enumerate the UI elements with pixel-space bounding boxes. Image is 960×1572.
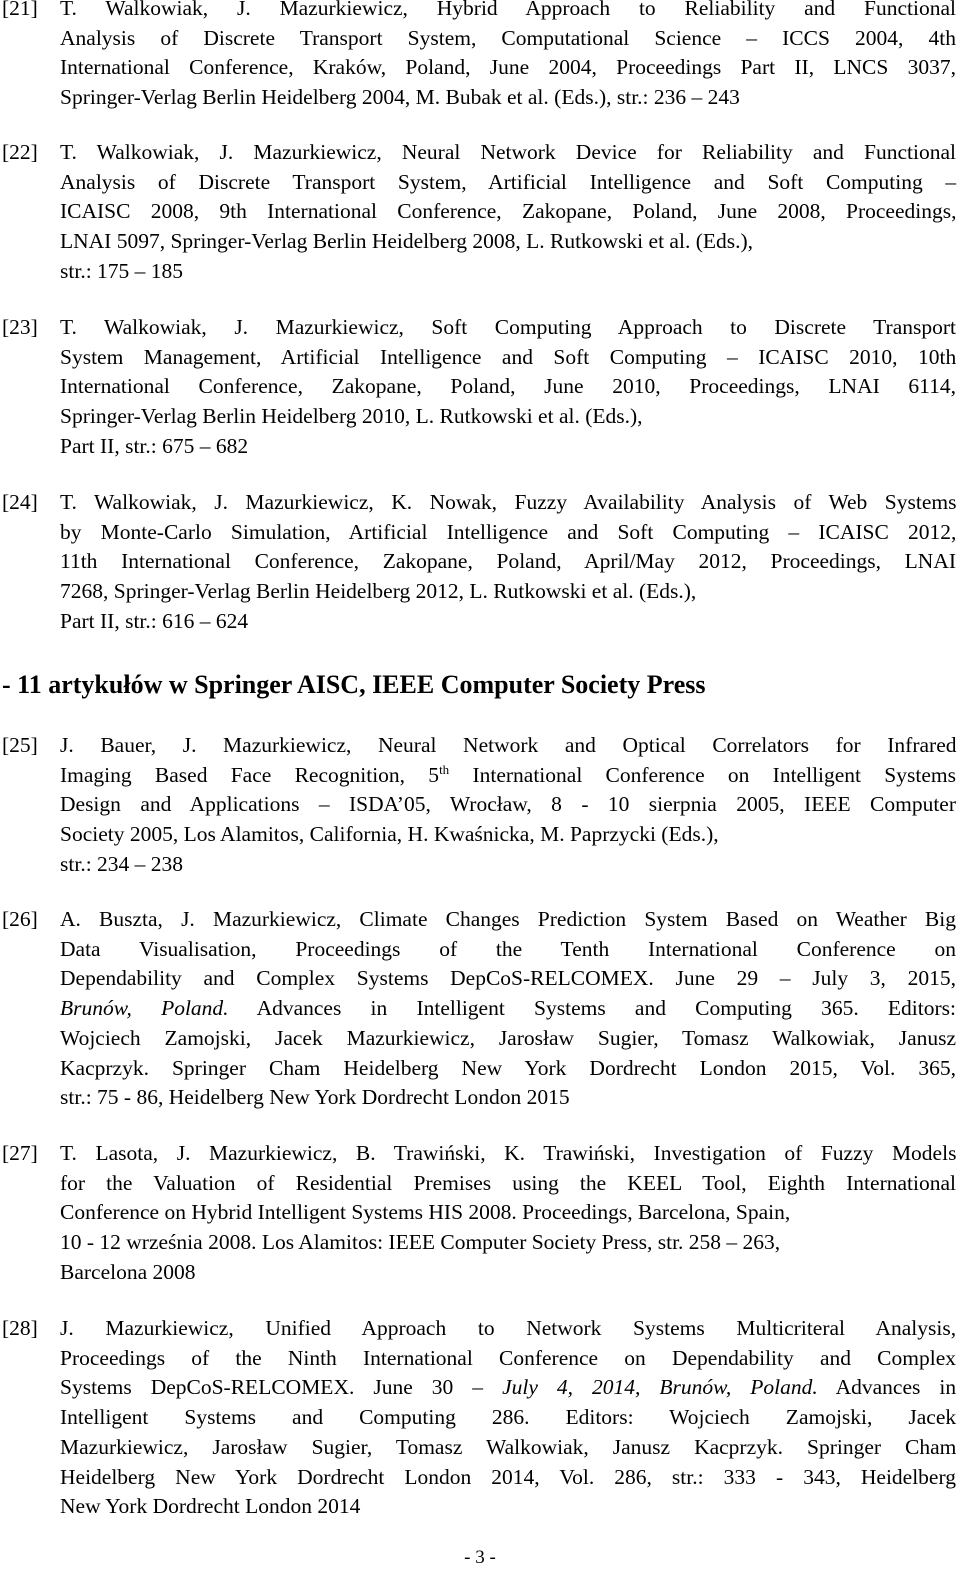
reference-line: for the Valuation of Residential Premises using the KEEL Tool, Eighth International xyxy=(60,1170,956,1195)
reference-line: Mazurkiewicz, Jarosław Sugier, Tomasz Walkowiak, Janusz Kacprzyk. Springer Cham xyxy=(60,1434,957,1459)
reference-line: Analysis of Discrete Transport System, Computational Science – ICCS 2004, 4th xyxy=(60,25,956,50)
reference-27 xyxy=(2,1139,956,1288)
reference-line: J. Bauer, J. Mazurkiewicz, Neural Network and Optical Correlators for Infrared xyxy=(60,733,957,757)
reference-line: T. Walkowiak, J. Mazurkiewicz, Hybrid Approach to Reliability and Functional xyxy=(60,0,956,20)
reference-text-segment: Imaging Based Face Recognition, 5 xyxy=(60,762,440,787)
reference-line: New York Dordrecht London 2014 xyxy=(60,1494,361,1519)
reference-line: 7268, Springer-Verlag Berlin Heidelberg 2012, L. Rutkowski et al. (Eds.), xyxy=(60,579,697,604)
reference-text-segment: International Conference on Intelligent Systems xyxy=(449,762,956,787)
reference-line: LNAI 5097, Springer-Verlag Berlin Heidelberg 2008, L. Rutkowski et al. (Eds.), xyxy=(60,229,754,254)
reference-line: T. Walkowiak, J. Mazurkiewicz, Neural Network Device for Reliability and Functional xyxy=(60,140,956,164)
reference-number: [28] xyxy=(2,1316,38,1340)
reference-line: Dependability and Complex Systems DepCoS-RELCOMEX. June 29 – July 3, 2015, xyxy=(60,966,956,991)
reference-line: Part II, str.: 616 – 624 xyxy=(60,608,249,633)
reference-text xyxy=(60,905,956,1113)
reference-line: Kacprzyk. Springer Cham Heidelberg New York Dordrecht London 2015, Vol. 365, xyxy=(60,1055,956,1080)
reference-line xyxy=(60,1373,956,1403)
reference-line: A. Buszta, J. Mazurkiewicz, Climate Changes Prediction System Based on Weather Big xyxy=(60,907,956,931)
reference-text xyxy=(60,0,956,113)
reference-line: Heidelberg New York Dordrecht London 2014, Vol. 286, str.: 333 - 343, Heidelberg xyxy=(60,1464,956,1489)
reference-text xyxy=(60,731,956,880)
reference-line: str.: 175 – 185 xyxy=(60,258,184,283)
reference-text-segment: Advances in Intelligent Systems and Computing 365. Editors: xyxy=(228,996,956,1021)
reference-line: T. Walkowiak, J. Mazurkiewicz, K. Nowak, Fuzzy Availability Analysis of Web Systems xyxy=(60,490,957,514)
reference-21 xyxy=(2,0,956,113)
reference-line: System Management, Artificial Intelligence and Soft Computing – ICAISC 2010, 10th xyxy=(60,344,957,369)
reference-line: Intelligent Systems and Computing 286. Editors: Wojciech Zamojski, Jacek xyxy=(60,1405,957,1430)
reference-line: Wojciech Zamojski, Jacek Mazurkiewicz, Jarosław Sugier, Tomasz Walkowiak, Janusz xyxy=(60,1025,957,1050)
italic-text: July 4, 2014, Brunów, Poland. xyxy=(502,1375,818,1400)
reference-26 xyxy=(2,905,956,1113)
reference-text xyxy=(60,138,956,287)
reference-line: str.: 234 – 238 xyxy=(60,851,184,876)
reference-line: Society 2005, Los Alamitos, California, H. Kwaśnicka, M. Paprzycki (Eds.), xyxy=(60,822,719,847)
superscript: th xyxy=(439,761,450,777)
reference-24 xyxy=(2,488,956,637)
reference-28 xyxy=(2,1314,956,1522)
reference-line: Data Visualisation, Proceedings of the Tenth International Conference on xyxy=(60,936,956,961)
reference-line: 11th International Conference, Zakopane, Poland, April/May 2012, Proceedings, LNAI xyxy=(60,549,956,574)
reference-line: Design and Applications – ISDA’05, Wrocław, 8 - 10 sierpnia 2005, IEEE Computer xyxy=(60,792,956,817)
reference-line: ICAISC 2008, 9th International Conference, Zakopane, Poland, June 2008, Proceedings, xyxy=(60,199,957,224)
reference-line xyxy=(60,761,956,791)
reference-number: [22] xyxy=(2,140,38,164)
reference-text xyxy=(60,1314,956,1522)
reference-line: T. Lasota, J. Mazurkiewicz, B. Trawiński, K. Trawiński, Investigation of Fuzzy Models xyxy=(60,1141,957,1165)
reference-line: Barcelona 2008 xyxy=(60,1259,196,1284)
reference-line: J. Mazurkiewicz, Unified Approach to Network Systems Multicriteral Analysis, xyxy=(60,1316,957,1340)
reference-line: T. Walkowiak, J. Mazurkiewicz, Soft Computing Approach to Discrete Transport xyxy=(60,315,956,339)
reference-line: Springer-Verlag Berlin Heidelberg 2010, L. Rutkowski et al. (Eds.), xyxy=(60,404,643,429)
reference-number: [23] xyxy=(2,315,38,339)
reference-number: [24] xyxy=(2,490,38,514)
page-number: - 3 - xyxy=(464,1547,496,1568)
reference-text-segment: Advances in xyxy=(817,1375,957,1400)
reference-22 xyxy=(2,138,956,287)
reference-text-segment: Systems DepCoS-RELCOMEX. June 30 – xyxy=(60,1375,503,1400)
reference-line xyxy=(60,994,956,1024)
reference-number: [21] xyxy=(2,0,38,20)
section-heading: - 11 artykułów w Springer AISC, IEEE Computer Society Press xyxy=(2,670,706,699)
reference-line: Analysis of Discrete Transport System, Artificial Intelligence and Soft Computing – xyxy=(60,169,957,194)
reference-line: Proceedings of the Ninth International Conference on Dependability and Complex xyxy=(60,1345,956,1370)
reference-text xyxy=(60,313,956,462)
italic-text: Brunów, Poland. xyxy=(60,996,229,1021)
reference-line: Conference on Hybrid Intelligent Systems HIS 2008. Proceedings, Barcelona, Spain, xyxy=(60,1200,791,1225)
reference-line: Part II, str.: 675 – 682 xyxy=(60,433,249,458)
reference-line: Springer-Verlag Berlin Heidelberg 2004, M. Bubak et al. (Eds.), str.: 236 – 243 xyxy=(60,85,740,110)
reference-number: [26] xyxy=(2,907,38,931)
reference-line: str.: 75 - 86, Heidelberg New York Dordrecht London 2015 xyxy=(60,1085,570,1110)
reference-number: [27] xyxy=(2,1141,38,1165)
reference-text xyxy=(60,1139,956,1288)
reference-25 xyxy=(2,731,956,880)
reference-line: International Conference, Zakopane, Poland, June 2010, Proceedings, LNAI 6114, xyxy=(60,374,956,399)
reference-23 xyxy=(2,313,956,462)
reference-text xyxy=(60,488,956,637)
reference-number: [25] xyxy=(2,733,38,757)
reference-line: by Monte-Carlo Simulation, Artificial Intelligence and Soft Computing – ICAISC 2012, xyxy=(60,519,957,544)
reference-line: 10 - 12 września 2008. Los Alamitos: IEEE Computer Society Press, str. 258 – 263, xyxy=(60,1230,781,1255)
reference-line: International Conference, Kraków, Poland, June 2004, Proceedings Part II, LNCS 3037, xyxy=(60,55,956,80)
